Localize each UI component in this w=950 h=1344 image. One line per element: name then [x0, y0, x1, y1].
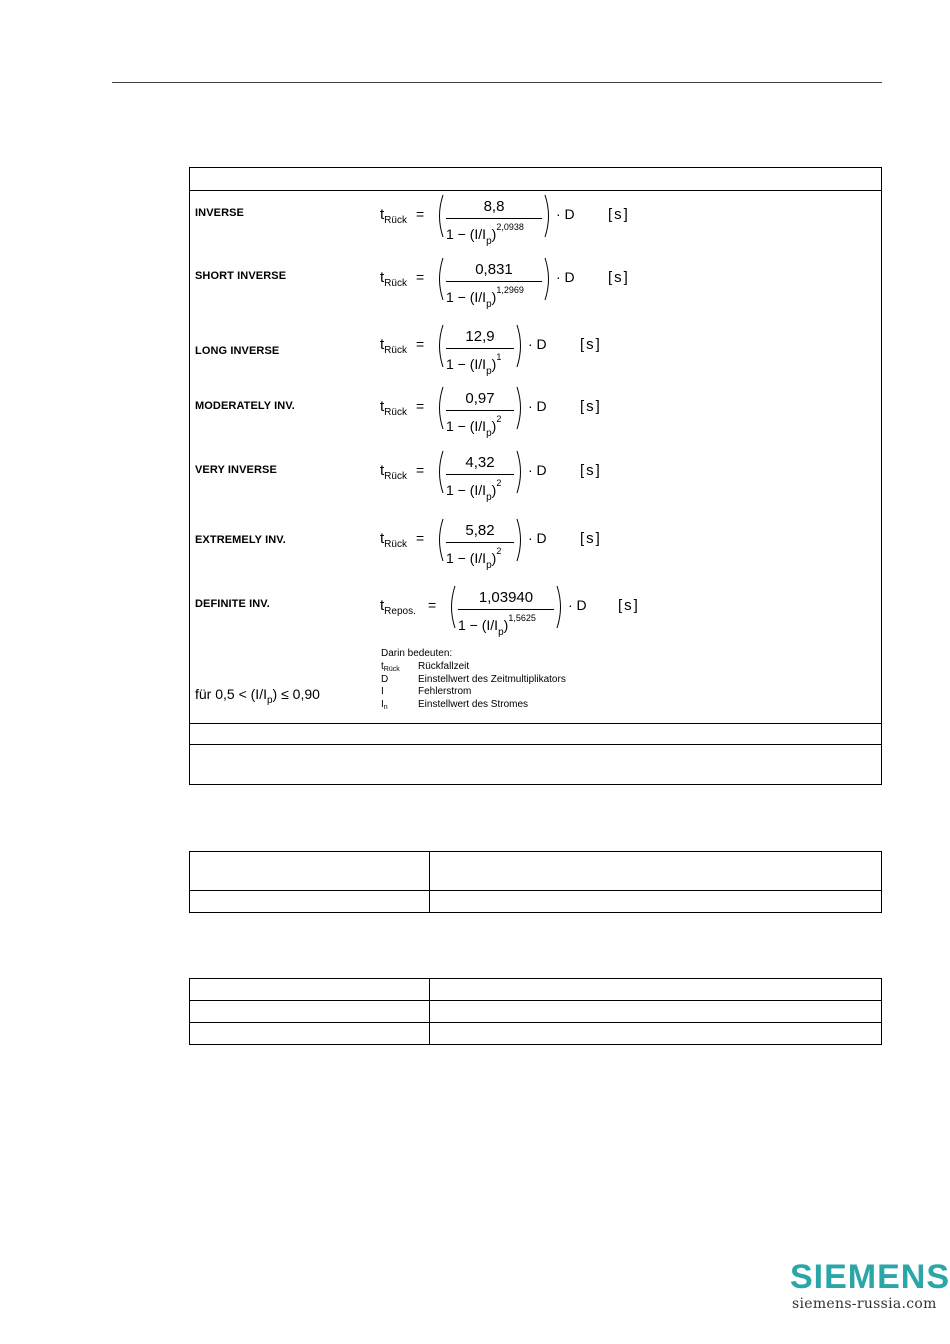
table-cell: [430, 1023, 882, 1045]
fraction-bar: [446, 281, 542, 282]
right-parenthesis: [556, 585, 564, 629]
left-parenthesis: [436, 386, 444, 430]
unit-seconds: [s]: [608, 206, 630, 223]
formula-denominator: $1 - (I/I_p)^{2,0938}$: [446, 222, 524, 247]
formula-denominator: $1 - (I/I_p)^{1,2969}$: [446, 285, 524, 310]
right-parenthesis: [544, 194, 552, 238]
left-parenthesis: [436, 518, 444, 562]
characteristic-label: EXTREMELY INV.: [195, 534, 286, 546]
formula-time-symbol: $t_{Rück}$: [380, 336, 407, 356]
formula-numerator: 0,97: [465, 390, 495, 407]
time-multiplier: · D: [556, 269, 575, 285]
unit-seconds: [s]: [580, 398, 602, 415]
formula-numerator: 12,9: [465, 328, 495, 345]
time-multiplier: · D: [528, 462, 547, 478]
table-cell: [430, 1001, 882, 1023]
formula-denominator: $1 - (I/I_p)^2$: [446, 478, 502, 503]
time-multiplier: · D: [528, 336, 547, 352]
left-parenthesis: [436, 450, 444, 494]
table-cell: [190, 891, 430, 913]
settings-table-1: [189, 851, 882, 913]
table-cell: [430, 891, 882, 913]
formula-denominator: $1 - (I/I_p)^2$: [446, 546, 502, 571]
time-multiplier: · D: [556, 206, 575, 222]
characteristic-label: SHORT INVERSE: [195, 270, 287, 282]
table-cell: [430, 979, 882, 1001]
formula-denominator: $1 - (I/I_p)^1$: [446, 352, 502, 377]
equals-sign: =: [416, 336, 425, 352]
characteristic-label: DEFINITE INV.: [195, 598, 270, 610]
table-footer-row: [190, 723, 881, 745]
legend-item: $t_{Rück}$ Rückfallzeit: [381, 660, 470, 673]
legend-item: D Einstellwert des Zeitmultiplikators: [381, 673, 566, 685]
table-cell: [190, 979, 430, 1001]
unit-seconds: [s]: [580, 530, 602, 547]
siemens-logo: SIEMENS: [790, 1258, 950, 1296]
characteristic-label: VERY INVERSE: [195, 464, 277, 476]
legend-title: Darin bedeuten:: [381, 648, 453, 659]
formula-numerator: 8,8: [483, 198, 505, 215]
characteristic-label: LONG INVERSE: [195, 345, 280, 357]
right-parenthesis: [516, 386, 524, 430]
equals-sign: =: [416, 206, 425, 222]
formula-time-symbol: $t_{Rück}$: [380, 530, 407, 550]
formula-denominator: $1 - (I/I_p)^{1,5625}$: [458, 613, 536, 638]
formula-numerator: 0,831: [475, 261, 513, 278]
formula-time-symbol: $t_{Rück}$: [380, 269, 407, 289]
right-parenthesis: [516, 324, 524, 368]
fraction-bar: [446, 410, 514, 411]
table-header-row: [190, 168, 881, 191]
equals-sign: =: [416, 269, 425, 285]
formula-denominator: $1 - (I/I_p)^2$: [446, 414, 502, 439]
time-multiplier: · D: [568, 597, 587, 613]
equals-sign: =: [416, 398, 425, 414]
formula-numerator: 5,82: [465, 522, 495, 539]
equals-sign: =: [428, 597, 437, 613]
legend-item: I Fehlerstrom: [381, 686, 472, 698]
fraction-bar: [446, 474, 514, 475]
time-multiplier: · D: [528, 530, 547, 546]
validity-condition: für $0,5 < (I/I_p) \le 0,90$: [195, 686, 320, 706]
formula-numerator: 4,32: [465, 454, 495, 471]
header-rule: [112, 82, 882, 83]
characteristic-label: MODERATELY INV.: [195, 400, 295, 412]
formula-time-symbol: $t_{Rück}$: [380, 462, 407, 482]
unit-seconds: [s]: [618, 597, 640, 614]
unit-seconds: [s]: [608, 269, 630, 286]
left-parenthesis: [436, 194, 444, 238]
fraction-bar: [446, 542, 514, 543]
fraction-bar: [446, 218, 542, 219]
right-parenthesis: [516, 450, 524, 494]
table-cell: [190, 852, 430, 891]
fraction-bar: [458, 609, 554, 610]
formula-time-symbol: $t_{Repos.}$: [380, 597, 416, 617]
formula-time-symbol: $t_{Rück}$: [380, 206, 407, 226]
equals-sign: =: [416, 462, 425, 478]
left-parenthesis: [436, 324, 444, 368]
fraction-bar: [446, 348, 514, 349]
watermark-site: siemens-russia.com: [792, 1296, 937, 1312]
characteristic-label: INVERSE: [195, 207, 244, 219]
unit-seconds: [s]: [580, 462, 602, 479]
right-parenthesis: [544, 257, 552, 301]
unit-seconds: [s]: [580, 336, 602, 353]
table-cell: [190, 1023, 430, 1045]
time-multiplier: · D: [528, 398, 547, 414]
equals-sign: =: [416, 530, 425, 546]
settings-table-2: [189, 978, 882, 1045]
formula-numerator: 1,03940: [478, 589, 534, 606]
right-parenthesis: [516, 518, 524, 562]
reset-time-characteristics-table: [189, 167, 882, 785]
symbol-legend: [381, 648, 566, 712]
left-parenthesis: [436, 257, 444, 301]
table-cell: [430, 852, 882, 891]
left-parenthesis: [448, 585, 456, 629]
formula-time-symbol: $t_{Rück}$: [380, 398, 407, 418]
table-cell: [190, 1001, 430, 1023]
legend-item: $I_n$ Einstellwert des Stromes: [381, 699, 529, 712]
